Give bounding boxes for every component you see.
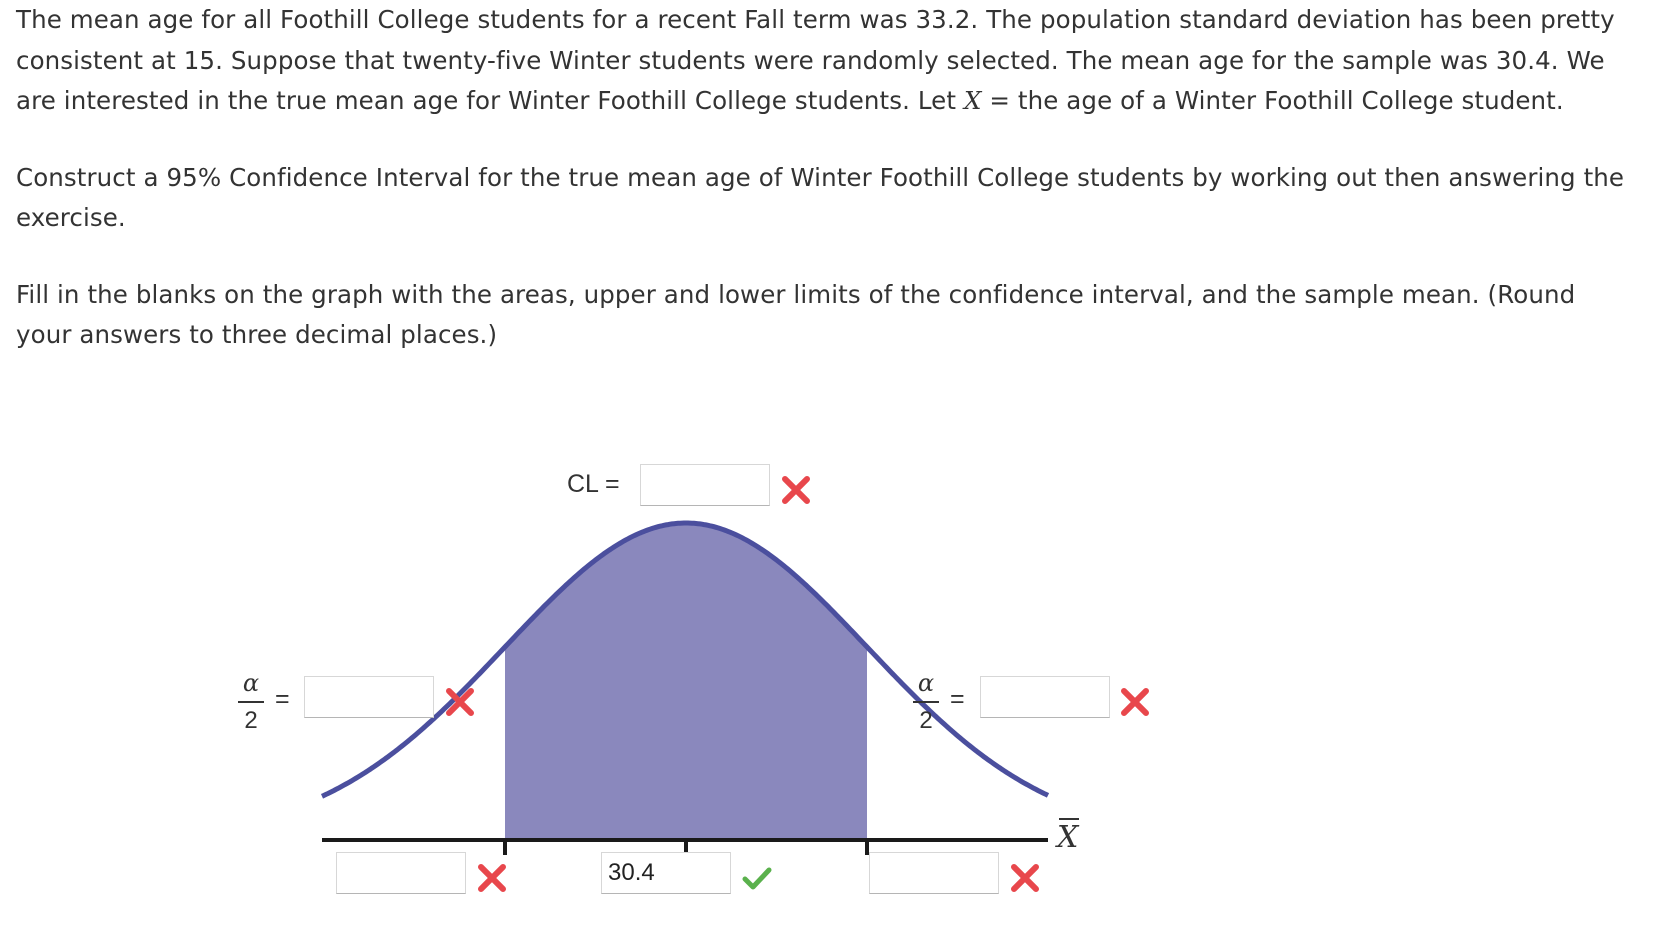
- sample-mean-input[interactable]: [601, 852, 731, 894]
- problem-paragraph-1-end: = the age of a Winter Foothill College student.: [981, 86, 1564, 115]
- problem-paragraph-3: Fill in the blanks on the graph with the areas, upper and lower limits of the confidence interval, and the sample mean. (Round your answers to three decimal places.): [16, 279, 1576, 349]
- lower-limit-input[interactable]: [336, 852, 466, 894]
- correct-icon: [742, 863, 772, 893]
- denominator-two: 2: [244, 707, 258, 734]
- right-alpha-input[interactable]: [980, 676, 1110, 718]
- incorrect-icon: [477, 863, 507, 893]
- x-bar-letter: X: [1057, 820, 1079, 855]
- alpha-symbol: α: [917, 669, 935, 697]
- incorrect-icon: [1120, 687, 1150, 717]
- problem-paragraph-2: Construct a 95% Confidence Interval for the true mean age of Winter Foothill College students by working out then answering the exercise.: [16, 162, 1625, 232]
- left-alpha-over-2: [236, 668, 266, 736]
- left-alpha-input[interactable]: [304, 676, 434, 718]
- confidence-region-shading: [505, 523, 867, 838]
- problem-paragraph-1-start: The mean age for all Foothill College students for a recent Fall term was 33.2. The population standard deviation has been pretty consistent at 15. Suppose that twenty-five Winter students were randomly selected. The mean age for the sample was 30.4. We are interested in the true mean age for Winter Foothill College students. Let: [16, 5, 1615, 115]
- left-alpha-equals: =: [275, 685, 290, 713]
- x-bar-axis-label: [1057, 820, 1078, 855]
- fraction-bar: [913, 701, 939, 703]
- right-alpha-equals: =: [950, 685, 965, 713]
- upper-limit-input[interactable]: [869, 852, 999, 894]
- alpha-symbol: α: [242, 669, 260, 697]
- cl-label: CL =: [567, 470, 620, 498]
- incorrect-icon: [781, 475, 811, 505]
- x-bar-overline: [1059, 818, 1079, 820]
- cl-input[interactable]: [640, 464, 770, 506]
- right-alpha-over-2: [911, 668, 941, 736]
- variable-x: X: [963, 86, 982, 115]
- incorrect-icon: [1010, 863, 1040, 893]
- denominator-two: 2: [919, 707, 933, 734]
- incorrect-icon: [445, 687, 475, 717]
- fraction-bar: [238, 701, 264, 703]
